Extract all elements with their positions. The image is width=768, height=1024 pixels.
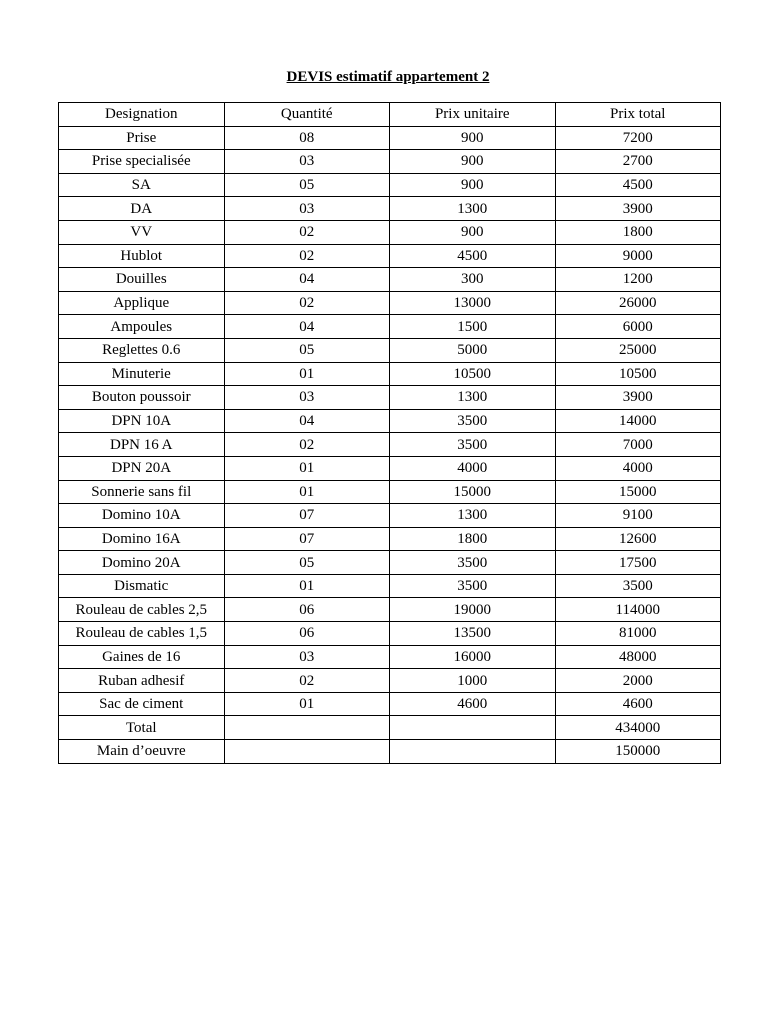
- header-prix-total: Prix total: [555, 103, 721, 127]
- cell-prix-unitaire: 10500: [390, 362, 556, 386]
- cell-prix-total: 17500: [555, 551, 721, 575]
- table-row: [59, 291, 721, 315]
- cell-prix-unitaire: [390, 716, 556, 740]
- table-row: [59, 480, 721, 504]
- header-quantite: Quantité: [224, 103, 390, 127]
- cell-quantite: 06: [224, 598, 390, 622]
- cell-designation: Gaines de 16: [59, 645, 225, 669]
- cell-quantite: [224, 716, 390, 740]
- cell-quantite: 03: [224, 386, 390, 410]
- cell-prix-total: 6000: [555, 315, 721, 339]
- cell-designation: Prise: [59, 126, 225, 150]
- cell-quantite: 04: [224, 315, 390, 339]
- header-prix-unitaire: Prix unitaire: [390, 103, 556, 127]
- cell-quantite: 05: [224, 551, 390, 575]
- cell-prix-total: 3900: [555, 197, 721, 221]
- cell-designation: DA: [59, 197, 225, 221]
- cell-prix-unitaire: 1300: [390, 197, 556, 221]
- table-row: [59, 362, 721, 386]
- cell-designation: DPN 10A: [59, 409, 225, 433]
- cell-designation: Dismatic: [59, 574, 225, 598]
- document-title: DEVIS estimatif appartement 2: [286, 69, 490, 85]
- cell-prix-unitaire: 900: [390, 126, 556, 150]
- table-row: [59, 338, 721, 362]
- devis-table: [58, 102, 721, 764]
- cell-prix-total: 4600: [555, 692, 721, 716]
- cell-prix-unitaire: 13000: [390, 291, 556, 315]
- cell-designation: Douilles: [59, 268, 225, 292]
- cell-prix-unitaire: 4600: [390, 692, 556, 716]
- table-row: [59, 598, 721, 622]
- cell-designation: Hublot: [59, 244, 225, 268]
- cell-prix-total: 14000: [555, 409, 721, 433]
- cell-prix-unitaire: 5000: [390, 338, 556, 362]
- cell-prix-total: 10500: [555, 362, 721, 386]
- table-header-row: [59, 103, 721, 127]
- table-row: [59, 716, 721, 740]
- table-row: [59, 268, 721, 292]
- cell-quantite: 02: [224, 220, 390, 244]
- cell-prix-unitaire: 19000: [390, 598, 556, 622]
- table-row: [59, 692, 721, 716]
- cell-prix-unitaire: 3500: [390, 409, 556, 433]
- cell-quantite: 01: [224, 480, 390, 504]
- cell-prix-unitaire: 300: [390, 268, 556, 292]
- cell-designation: Ampoules: [59, 315, 225, 339]
- cell-prix-total: 81000: [555, 622, 721, 646]
- cell-prix-unitaire: 1500: [390, 315, 556, 339]
- cell-prix-total: 1800: [555, 220, 721, 244]
- cell-designation: Sonnerie sans fil: [59, 480, 225, 504]
- cell-designation: DPN 16 A: [59, 433, 225, 457]
- cell-quantite: 02: [224, 291, 390, 315]
- cell-quantite: [224, 740, 390, 764]
- cell-prix-unitaire: 1000: [390, 669, 556, 693]
- header-designation: Designation: [59, 103, 225, 127]
- cell-prix-total: 12600: [555, 527, 721, 551]
- cell-prix-total: 4000: [555, 456, 721, 480]
- cell-quantite: 02: [224, 244, 390, 268]
- cell-prix-unitaire: 900: [390, 220, 556, 244]
- cell-prix-unitaire: 4500: [390, 244, 556, 268]
- cell-prix-unitaire: 3500: [390, 551, 556, 575]
- cell-quantite: 03: [224, 197, 390, 221]
- table-row: [59, 504, 721, 528]
- cell-designation: Main d’oeuvre: [59, 740, 225, 764]
- cell-prix-unitaire: 3500: [390, 574, 556, 598]
- cell-prix-total: 114000: [555, 598, 721, 622]
- table-row: [59, 456, 721, 480]
- table-row: [59, 244, 721, 268]
- cell-quantite: 03: [224, 645, 390, 669]
- table-row: [59, 150, 721, 174]
- cell-prix-total: 9000: [555, 244, 721, 268]
- table-row: [59, 220, 721, 244]
- cell-prix-total: 4500: [555, 173, 721, 197]
- cell-prix-total: 434000: [555, 716, 721, 740]
- cell-designation: Bouton poussoir: [59, 386, 225, 410]
- cell-quantite: 08: [224, 126, 390, 150]
- cell-prix-total: 150000: [555, 740, 721, 764]
- cell-prix-unitaire: 1300: [390, 386, 556, 410]
- cell-quantite: 06: [224, 622, 390, 646]
- cell-quantite: 07: [224, 527, 390, 551]
- cell-prix-total: 2700: [555, 150, 721, 174]
- cell-prix-unitaire: 15000: [390, 480, 556, 504]
- table-row: [59, 574, 721, 598]
- table-row: [59, 315, 721, 339]
- table-body: [59, 126, 721, 763]
- table-row: [59, 433, 721, 457]
- cell-prix-total: 3900: [555, 386, 721, 410]
- table-row: [59, 173, 721, 197]
- cell-quantite: 01: [224, 692, 390, 716]
- cell-prix-unitaire: 1300: [390, 504, 556, 528]
- cell-designation: Applique: [59, 291, 225, 315]
- cell-prix-total: 1200: [555, 268, 721, 292]
- cell-designation: Domino 16A: [59, 527, 225, 551]
- cell-designation: DPN 20A: [59, 456, 225, 480]
- cell-designation: Rouleau de cables 2,5: [59, 598, 225, 622]
- cell-prix-total: 25000: [555, 338, 721, 362]
- cell-prix-total: 2000: [555, 669, 721, 693]
- cell-quantite: 07: [224, 504, 390, 528]
- cell-prix-total: 9100: [555, 504, 721, 528]
- cell-quantite: 02: [224, 669, 390, 693]
- cell-prix-unitaire: 1800: [390, 527, 556, 551]
- cell-prix-total: 48000: [555, 645, 721, 669]
- cell-quantite: 01: [224, 574, 390, 598]
- cell-prix-total: 7000: [555, 433, 721, 457]
- cell-designation: Minuterie: [59, 362, 225, 386]
- table-row: [59, 409, 721, 433]
- cell-quantite: 02: [224, 433, 390, 457]
- cell-designation: Domino 20A: [59, 551, 225, 575]
- table-row: [59, 386, 721, 410]
- cell-designation: Sac de ciment: [59, 692, 225, 716]
- cell-prix-unitaire: 900: [390, 173, 556, 197]
- cell-prix-unitaire: [390, 740, 556, 764]
- cell-quantite: 03: [224, 150, 390, 174]
- cell-designation: Prise specialisée: [59, 150, 225, 174]
- cell-quantite: 05: [224, 338, 390, 362]
- cell-designation: Reglettes 0.6: [59, 338, 225, 362]
- cell-prix-unitaire: 3500: [390, 433, 556, 457]
- cell-quantite: 05: [224, 173, 390, 197]
- cell-designation: Ruban adhesif: [59, 669, 225, 693]
- cell-designation: Total: [59, 716, 225, 740]
- cell-quantite: 04: [224, 268, 390, 292]
- table-row: [59, 126, 721, 150]
- cell-prix-unitaire: 13500: [390, 622, 556, 646]
- cell-prix-total: 7200: [555, 126, 721, 150]
- cell-prix-unitaire: 4000: [390, 456, 556, 480]
- table-row: [59, 551, 721, 575]
- cell-designation: VV: [59, 220, 225, 244]
- table-row: [59, 197, 721, 221]
- cell-prix-total: 26000: [555, 291, 721, 315]
- table-row: [59, 669, 721, 693]
- table-row: [59, 740, 721, 764]
- cell-quantite: 04: [224, 409, 390, 433]
- cell-prix-unitaire: 16000: [390, 645, 556, 669]
- cell-quantite: 01: [224, 456, 390, 480]
- table-row: [59, 622, 721, 646]
- cell-quantite: 01: [224, 362, 390, 386]
- cell-prix-total: 15000: [555, 480, 721, 504]
- cell-prix-unitaire: 900: [390, 150, 556, 174]
- table-row: [59, 645, 721, 669]
- table-row: [59, 527, 721, 551]
- cell-prix-total: 3500: [555, 574, 721, 598]
- cell-designation: Domino 10A: [59, 504, 225, 528]
- cell-designation: SA: [59, 173, 225, 197]
- cell-designation: Rouleau de cables 1,5: [59, 622, 225, 646]
